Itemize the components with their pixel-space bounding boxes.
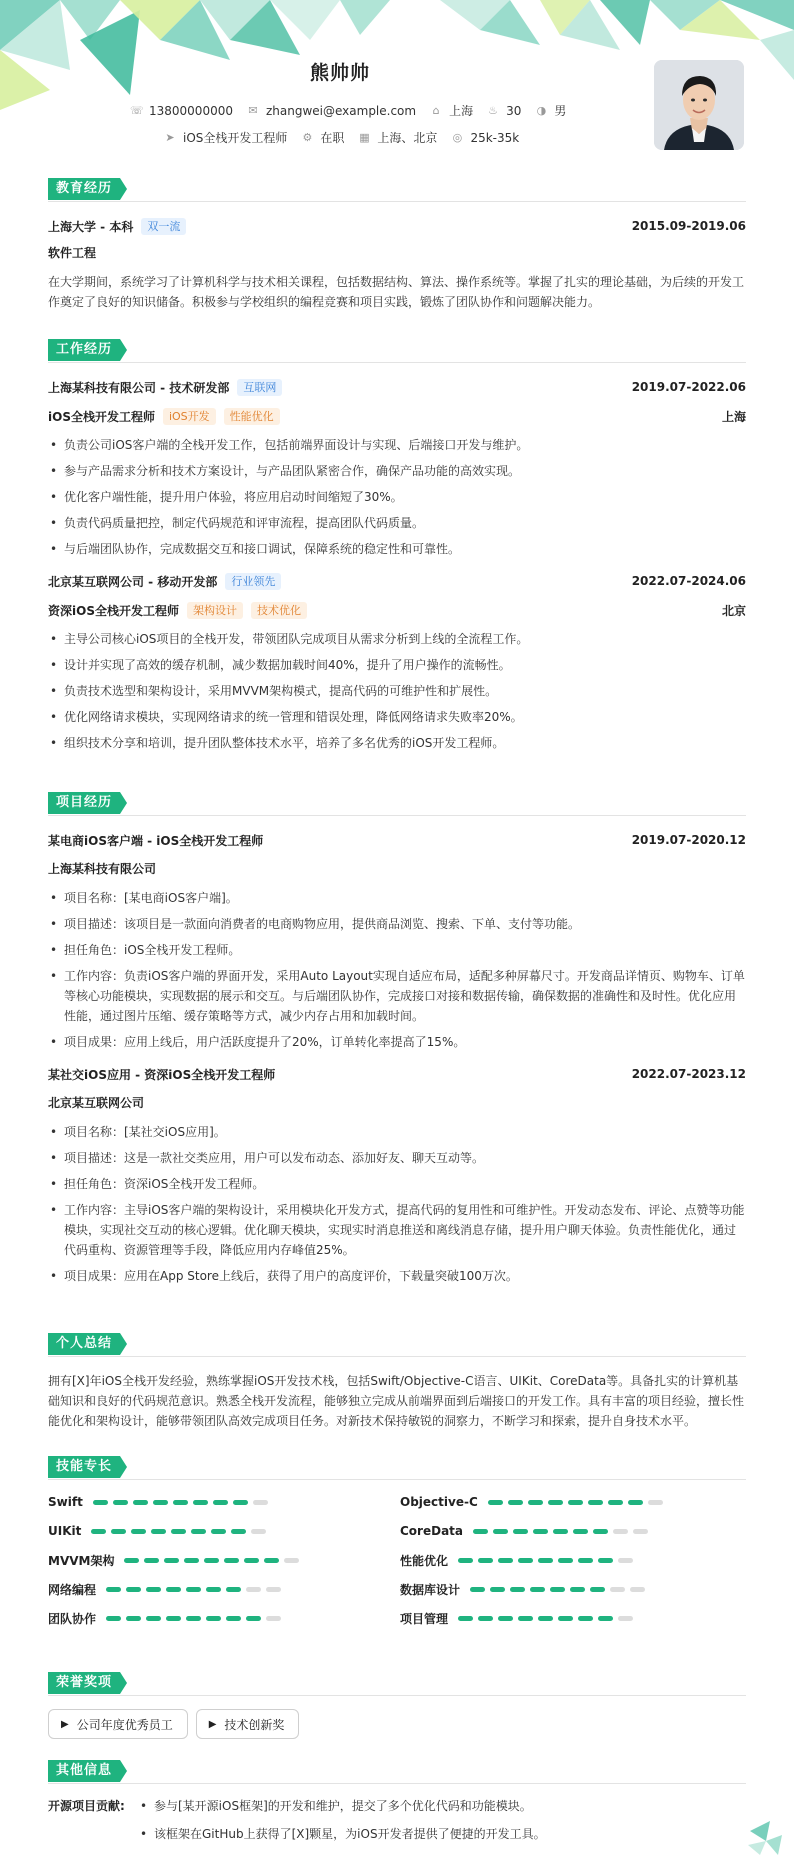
skill-level-segment xyxy=(244,1558,259,1563)
locations-value: 上海、北京 xyxy=(377,131,438,145)
major xyxy=(48,243,746,263)
skill-level-segment xyxy=(470,1587,485,1592)
skill-level-segment xyxy=(648,1500,663,1505)
phone-icon: ☏ xyxy=(130,104,144,117)
avatar xyxy=(654,60,744,150)
skill-level-segment xyxy=(578,1616,593,1621)
list-item: • 负责技术选型和架构设计，采用MVVM架构模式，提高代码的可维护性和扩展性。 xyxy=(48,681,746,701)
skill-name: 团队协作 xyxy=(48,1611,97,1626)
project-company xyxy=(48,1093,746,1113)
skill-level-segment xyxy=(191,1529,206,1534)
coin-icon: ◎ xyxy=(452,131,463,144)
project-head xyxy=(48,1064,746,1084)
skill-level-segment xyxy=(558,1616,573,1621)
job-period: 2019.07-2022.06 xyxy=(631,380,746,394)
skill-item xyxy=(400,1523,746,1539)
skill-item xyxy=(48,1552,400,1568)
school-tag: 双一流 xyxy=(141,218,186,235)
job-city: 北京 xyxy=(721,603,746,618)
skill-level-segment xyxy=(211,1529,226,1534)
skill-level-segment xyxy=(610,1587,625,1592)
list-item: • 参与产品需求分析和技术方案设计，与产品团队紧密合作，确保产品功能的高效实现。 xyxy=(48,461,746,481)
other-header xyxy=(48,1760,746,1784)
city-value: 上海 xyxy=(449,104,474,118)
skill-level-segment xyxy=(126,1616,141,1621)
skill-level-segment xyxy=(510,1587,525,1592)
corner-decoration xyxy=(744,1817,784,1857)
skill-item xyxy=(400,1494,746,1510)
skill-tag: 性能优化 xyxy=(224,408,280,425)
skill-name: CoreData xyxy=(400,1524,463,1538)
skill-name: MVVM架构 xyxy=(48,1553,115,1568)
job-head xyxy=(48,571,746,591)
skill-level-segment xyxy=(186,1587,201,1592)
skill-level-segment xyxy=(618,1558,633,1563)
skill-level-segment xyxy=(630,1587,645,1592)
skills-section xyxy=(48,1456,746,1626)
project-bullets xyxy=(48,1122,746,1286)
skill-name: Swift xyxy=(48,1495,83,1509)
skill-name: UIKit xyxy=(48,1524,82,1538)
skill-level-segment xyxy=(538,1616,553,1621)
skill-level-bar xyxy=(93,1500,273,1505)
company-name: 上海某科技有限公司 - 技术研发部 xyxy=(48,380,230,395)
gender-icon: ◑ xyxy=(536,104,547,117)
home-icon: ⌂ xyxy=(432,104,440,117)
skill-level-segment xyxy=(146,1616,161,1621)
skill-level-bar xyxy=(124,1558,304,1563)
skill-level-segment xyxy=(628,1500,643,1505)
job-row xyxy=(164,129,533,146)
section-title: 教育经历 xyxy=(48,178,120,200)
project-company xyxy=(48,859,746,879)
job-head xyxy=(48,377,746,397)
skill-name: 数据库设计 xyxy=(400,1582,461,1597)
skill-level-segment xyxy=(173,1500,188,1505)
skill-level-segment xyxy=(124,1558,139,1563)
section-title: 个人总结 xyxy=(48,1333,120,1355)
summary-text: 拥有[X]年iOS全栈开发经验，熟练掌握iOS开发技术栈，包括Swift/Objective-C语言、UIKit、CoreData等。具备扎实的计算机基础知识和良好的代码规范意识。熟悉全栈开发流程，能够独立完成从前端界面到后端接口的开发工作。具有丰富的项目经验，擅长性能优化和架构设计，能够带领团队高效完成项目任务。对新技术保持敏锐的洞察力，不断学习和探索，提升自身技术水平。 xyxy=(48,1374,745,1428)
skill-level-segment xyxy=(213,1500,228,1505)
project-name: 某社交iOS应用 - 资深iOS全栈开发工程师 xyxy=(48,1067,276,1082)
job-role-row xyxy=(48,406,746,426)
skill-item xyxy=(48,1610,400,1626)
skill-level-segment xyxy=(490,1587,505,1592)
award-item xyxy=(48,1709,188,1739)
skill-level-segment xyxy=(558,1558,573,1563)
skill-level-segment xyxy=(473,1529,488,1534)
skill-level-segment xyxy=(488,1500,503,1505)
project-period: 2019.07-2020.12 xyxy=(631,833,746,847)
skill-level-bar xyxy=(488,1500,668,1505)
skill-level-segment xyxy=(458,1558,473,1563)
status-item xyxy=(301,129,344,146)
city-item xyxy=(430,102,473,119)
section-title: 技能专长 xyxy=(48,1456,120,1478)
play-icon: ▶ xyxy=(208,1718,217,1730)
skill-level-segment xyxy=(133,1500,148,1505)
skill-item xyxy=(400,1552,746,1568)
list-item: • 项目成果：应用在App Store上线后，获得了用户的高度评价，下载量突破100万次。 xyxy=(48,1266,746,1286)
list-item: • 项目成果：应用上线后，用户活跃度提升了20%，订单转化率提高了15%。 xyxy=(48,1032,746,1052)
list-item: • 该框架在GitHub上获得了[X]颗星，为iOS开发者提供了便捷的开发工具。 xyxy=(138,1824,546,1844)
section-title: 工作经历 xyxy=(48,339,120,361)
education-period: 2015.09-2019.06 xyxy=(631,219,746,233)
skill-name: 网络编程 xyxy=(48,1582,97,1597)
list-item: • 组织技术分享和培训，提升团队整体技术水平，培养了多名优秀的iOS开发工程师。 xyxy=(48,733,746,753)
summary-header xyxy=(48,1333,746,1357)
skill-level-segment xyxy=(568,1500,583,1505)
skill-level-segment xyxy=(253,1500,268,1505)
list-item: • 工作内容：主导iOS客户端的架构设计，采用模块化开发方式，提高代码的复用性和可维护性。开发动态发布、评论、点赞等功能模块，实现社交互动的核心逻辑。优化聊天模块，实现实时消息推送和离线消息存储，提升用户聊天体验。负责性能优化，通过代码重构、资源管理等手段，降低应用内存峰值25%。 xyxy=(48,1200,746,1260)
job-role-row xyxy=(48,600,746,620)
skill-level-segment xyxy=(126,1587,141,1592)
skill-level-segment xyxy=(193,1500,208,1505)
skill-level-segment xyxy=(186,1616,201,1621)
skill-level-segment xyxy=(184,1558,199,1563)
skill-level-segment xyxy=(508,1500,523,1505)
skill-level-segment xyxy=(166,1616,181,1621)
skill-level-segment xyxy=(231,1529,246,1534)
list-item: • 参与[某开源iOS框架]的开发和维护，提交了多个优化代码和功能模块。 xyxy=(138,1796,546,1816)
skill-level-segment xyxy=(226,1587,241,1592)
skill-level-segment xyxy=(633,1529,648,1534)
skill-level-segment xyxy=(153,1500,168,1505)
skill-level-segment xyxy=(91,1529,106,1534)
skill-level-segment xyxy=(251,1529,266,1534)
project-bullets xyxy=(48,888,746,1052)
list-item: • 项目描述：该项目是一款面向消费者的电商购物应用，提供商品浏览、搜索、下单、支付等功能。 xyxy=(48,914,746,934)
skill-level-segment xyxy=(146,1587,161,1592)
award-item xyxy=(196,1709,300,1739)
job-period: 2022.07-2024.06 xyxy=(631,574,746,588)
skills-header xyxy=(48,1456,746,1480)
skill-level-segment xyxy=(598,1616,613,1621)
skill-level-segment xyxy=(548,1500,563,1505)
skill-level-segment xyxy=(590,1587,605,1592)
other-label: 开源项目贡献: xyxy=(48,1799,125,1813)
skill-level-segment xyxy=(284,1558,299,1563)
skill-level-segment xyxy=(106,1616,121,1621)
skill-level-segment xyxy=(266,1587,281,1592)
project-entry-1 xyxy=(48,830,746,1052)
skill-level-segment xyxy=(533,1529,548,1534)
location-item xyxy=(358,129,437,146)
skill-level-segment xyxy=(131,1529,146,1534)
other-bullets xyxy=(138,1796,546,1852)
job-entry-1 xyxy=(48,377,746,559)
skill-level-segment xyxy=(106,1587,121,1592)
skill-level-bar xyxy=(91,1529,271,1534)
skill-level-segment xyxy=(478,1558,493,1563)
skill-item xyxy=(400,1610,746,1626)
skill-level-bar xyxy=(106,1587,286,1592)
skill-level-segment xyxy=(458,1616,473,1621)
skill-level-segment xyxy=(573,1529,588,1534)
avatar-portrait xyxy=(654,60,744,150)
skill-name: 性能优化 xyxy=(400,1553,449,1568)
skill-level-segment xyxy=(498,1558,513,1563)
project-company-value: 北京某互联网公司 xyxy=(48,1096,145,1110)
skill-level-segment xyxy=(588,1500,603,1505)
work-header xyxy=(48,339,746,363)
skill-name: 项目管理 xyxy=(400,1611,449,1626)
list-item: • 负责公司iOS客户端的全栈开发工作，包括前端界面设计与实现、后端接口开发与维护。 xyxy=(48,435,746,455)
job-role: 资深iOS全栈开发工程师 xyxy=(48,603,179,618)
list-item: • 负责代码质量把控，制定代码规范和评审流程，提高团队代码质量。 xyxy=(48,513,746,533)
list-item: • 主导公司核心iOS项目的全栈开发，带领团队完成项目从需求分析到上线的全流程工作。 xyxy=(48,629,746,649)
skill-level-segment xyxy=(206,1616,221,1621)
skill-level-bar xyxy=(473,1529,653,1534)
project-period: 2022.07-2023.12 xyxy=(631,1067,746,1081)
play-icon: ▶ xyxy=(61,1718,69,1730)
list-item: • 优化网络请求模块，实现网络请求的统一管理和错误处理，降低网络请求失败率20%。 xyxy=(48,707,746,727)
major-value: 软件工程 xyxy=(48,246,97,260)
gender-value: 男 xyxy=(554,104,567,118)
email-icon: ✉ xyxy=(248,104,258,117)
job-item xyxy=(164,129,287,146)
work-section xyxy=(48,339,746,759)
list-item: • 设计并实现了高效的缓存机制，减少数据加载时间40%，提升了用户操作的流畅性。 xyxy=(48,655,746,675)
skill-level-segment xyxy=(593,1529,608,1534)
salary-value: 25k-35k xyxy=(470,130,520,145)
skill-level-segment xyxy=(613,1529,628,1534)
skill-level-segment xyxy=(93,1500,108,1505)
email-item xyxy=(247,104,416,118)
award-label: 公司年度优秀员工 xyxy=(76,1717,173,1732)
skill-level-segment xyxy=(518,1616,533,1621)
skill-level-bar xyxy=(458,1558,638,1563)
skill-level-segment xyxy=(226,1616,241,1621)
skill-level-segment xyxy=(518,1558,533,1563)
skill-level-segment xyxy=(618,1616,633,1621)
section-title: 项目经历 xyxy=(48,792,120,814)
awards-section xyxy=(48,1672,746,1739)
skill-level-segment xyxy=(550,1587,565,1592)
skill-level-bar xyxy=(470,1587,650,1592)
skill-tag: 技术优化 xyxy=(251,602,307,619)
age-value: 30 xyxy=(506,103,522,118)
skill-level-segment xyxy=(204,1558,219,1563)
projects-section xyxy=(48,792,746,1292)
skill-level-segment xyxy=(206,1587,221,1592)
skill-level-segment xyxy=(498,1616,513,1621)
company-tag: 行业领先 xyxy=(225,573,281,590)
skill-level-segment xyxy=(246,1587,261,1592)
skill-level-segment xyxy=(171,1529,186,1534)
list-item: • 与后端团队协作，完成数据交互和接口调试，保障系统的稳定性和可靠性。 xyxy=(48,539,746,559)
skill-level-segment xyxy=(608,1500,623,1505)
list-item: • 工作内容：负责iOS客户端的界面开发，采用Auto Layout实现自适应布局，适配多种屏幕尺寸。开发商品详情页、购物车、订单等核心功能模块，实现数据的展示和交互。与后端团队协作，完成接口对接和数据传输，确保数据的准确性和及时性。优化应用性能，通过图片压缩、缓存策略等方式，减少内存占用和加载时间。 xyxy=(48,966,746,1026)
skill-level-segment xyxy=(598,1558,613,1563)
project-name: 某电商iOS客户端 - iOS全栈开发工程师 xyxy=(48,833,264,848)
summary-section xyxy=(48,1333,746,1431)
gender-item xyxy=(535,102,566,119)
skill-level-segment xyxy=(553,1529,568,1534)
skill-level-segment xyxy=(246,1616,261,1621)
awards-list xyxy=(48,1709,746,1739)
skill-level-segment xyxy=(233,1500,248,1505)
section-title: 荣誉奖项 xyxy=(48,1672,120,1694)
list-item: • 项目名称：[某电商iOS客户端]。 xyxy=(48,888,746,908)
other-content xyxy=(48,1796,746,1852)
school-name: 上海大学 - 本科 xyxy=(48,219,134,234)
skill-level-segment xyxy=(513,1529,528,1534)
contact-row xyxy=(130,102,580,119)
education-desc: 在大学期间，系统学习了计算机科学与技术相关课程，包括数据结构、算法、操作系统等。掌握了扎实的理论基础，为后续的开发工作奠定了良好的知识储备。积极参与学校组织的编程竞赛和项目实践，锻炼了团队协作和问题解决能力。 xyxy=(48,275,745,309)
job-bullets xyxy=(48,629,746,753)
cake-icon: ♨ xyxy=(488,104,499,117)
project-company-value: 上海某科技有限公司 xyxy=(48,862,157,876)
job-entry-2 xyxy=(48,571,746,753)
awards-header xyxy=(48,1672,746,1696)
age-item xyxy=(487,104,521,118)
skill-level-bar xyxy=(106,1616,286,1621)
skill-tag: iOS开发 xyxy=(163,408,216,425)
building-icon: ▦ xyxy=(359,131,370,144)
skill-name: Objective-C xyxy=(400,1495,478,1509)
gear-icon: ⚙ xyxy=(302,131,313,144)
skill-level-segment xyxy=(478,1616,493,1621)
skill-item xyxy=(48,1581,400,1597)
skill-level-segment xyxy=(224,1558,239,1563)
other-section xyxy=(48,1760,746,1852)
salary-item xyxy=(451,131,519,145)
list-item: • 项目描述：这是一款社交类应用，用户可以发布动态、添加好友、聊天互动等。 xyxy=(48,1148,746,1168)
company-tag: 互联网 xyxy=(237,379,282,396)
education-entry-head xyxy=(48,216,746,236)
status-value: 在职 xyxy=(320,131,345,145)
projects-header xyxy=(48,792,746,816)
skill-item xyxy=(400,1581,746,1597)
job-city: 上海 xyxy=(721,409,746,424)
skill-level-segment xyxy=(111,1529,126,1534)
skill-level-segment xyxy=(164,1558,179,1563)
skill-level-segment xyxy=(493,1529,508,1534)
send-icon: ➤ xyxy=(165,131,175,144)
education-section xyxy=(48,178,746,312)
skill-level-segment xyxy=(144,1558,159,1563)
project-head xyxy=(48,830,746,850)
section-title: 其他信息 xyxy=(48,1760,120,1782)
skills-grid xyxy=(48,1494,746,1626)
skill-level-segment xyxy=(570,1587,585,1592)
list-item: • 担任角色：资深iOS全栈开发工程师。 xyxy=(48,1174,746,1194)
education-header xyxy=(48,178,746,202)
skill-level-segment xyxy=(528,1500,543,1505)
skill-level-segment xyxy=(264,1558,279,1563)
phone-item xyxy=(130,104,233,118)
skill-item xyxy=(48,1523,400,1539)
skill-level-segment xyxy=(578,1558,593,1563)
skill-tag: 架构设计 xyxy=(187,602,243,619)
company-name: 北京某互联网公司 - 移动开发部 xyxy=(48,574,218,589)
award-label: 技术创新奖 xyxy=(224,1717,285,1732)
candidate-name: 熊帅帅 xyxy=(309,62,370,84)
skill-level-segment xyxy=(113,1500,128,1505)
job-bullets xyxy=(48,435,746,559)
email-value: zhangwei@example.com xyxy=(265,103,417,118)
list-item: • 优化客户端性能，提升用户体验，将应用启动时间缩短了30%。 xyxy=(48,487,746,507)
list-item: • 项目名称：[某社交iOS应用]。 xyxy=(48,1122,746,1142)
list-item: • 担任角色：iOS全栈开发工程师。 xyxy=(48,940,746,960)
skill-level-segment xyxy=(166,1587,181,1592)
phone-value: 13800000000 xyxy=(149,103,233,118)
job-role: iOS全栈开发工程师 xyxy=(48,409,155,424)
skill-level-segment xyxy=(530,1587,545,1592)
skill-item xyxy=(48,1494,400,1510)
skill-level-bar xyxy=(458,1616,638,1621)
job-value: iOS全栈开发工程师 xyxy=(183,131,288,145)
skill-level-segment xyxy=(151,1529,166,1534)
project-entry-2 xyxy=(48,1064,746,1286)
skill-level-segment xyxy=(538,1558,553,1563)
skill-level-segment xyxy=(266,1616,281,1621)
